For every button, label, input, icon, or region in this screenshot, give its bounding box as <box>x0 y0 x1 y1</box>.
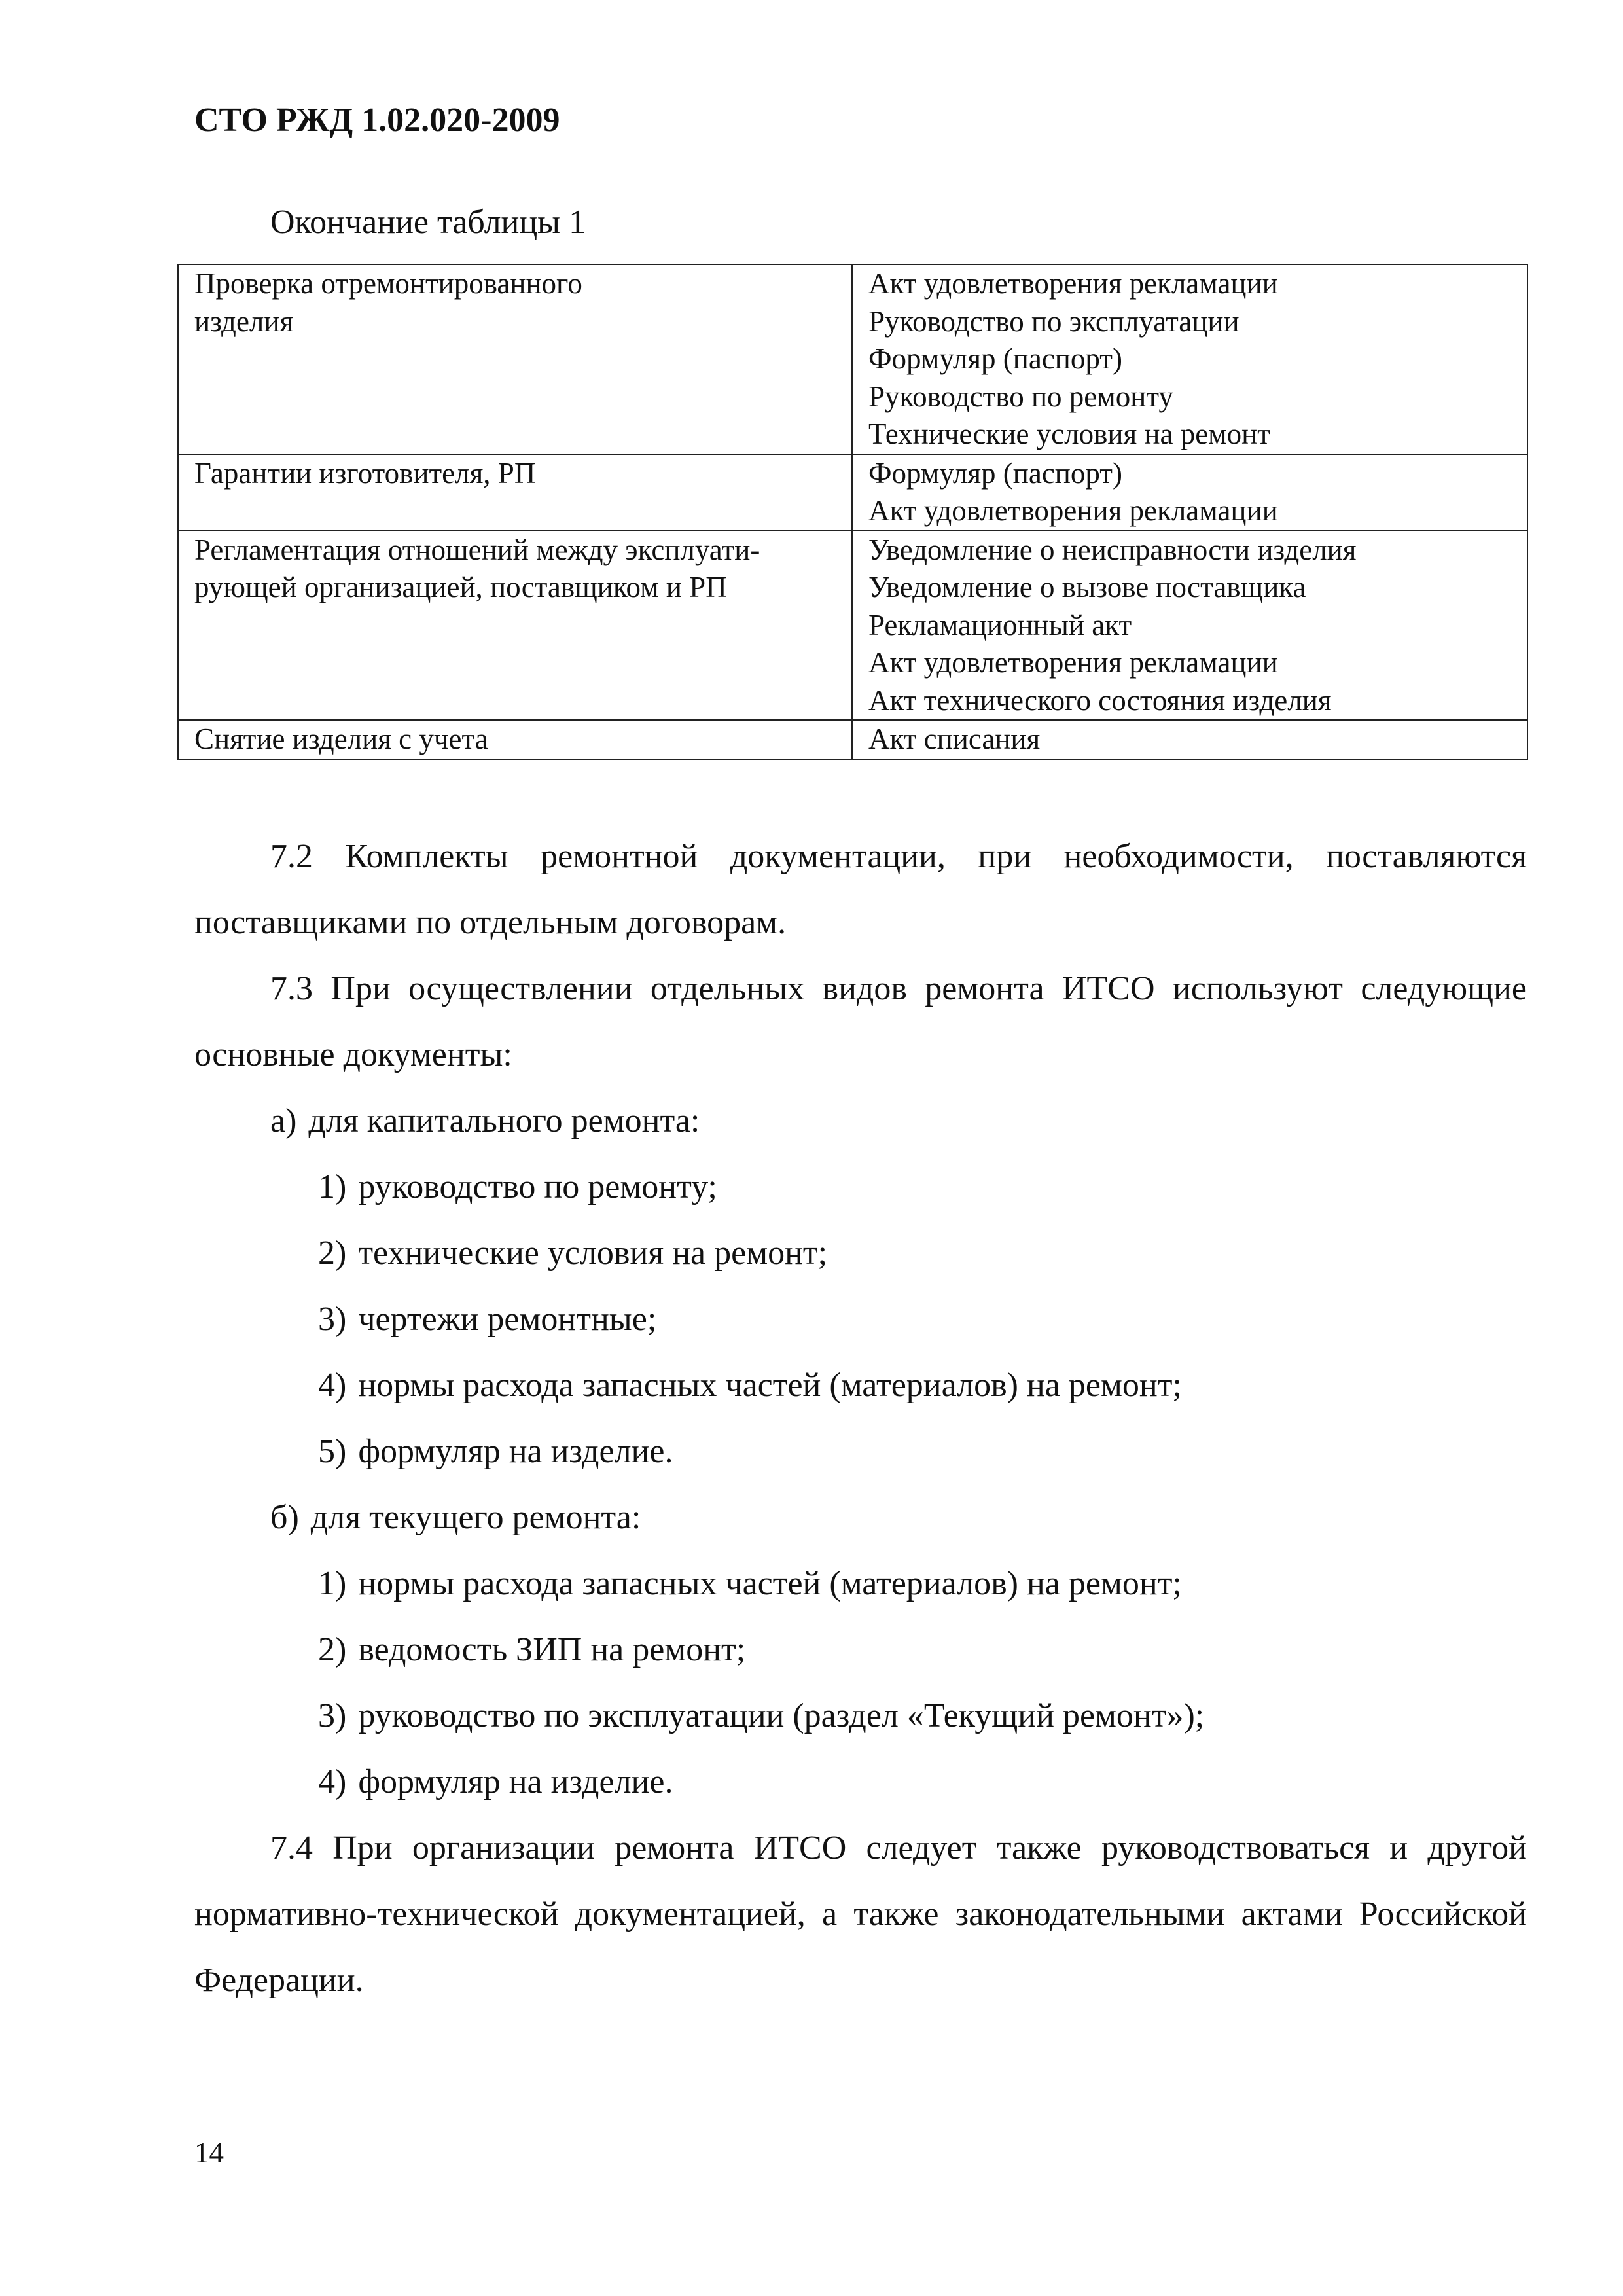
table-row <box>178 720 1527 759</box>
list-marker: 2) <box>318 1631 347 1668</box>
list-item-text: нормы расхода запасных частей (материалов) на ремонт; <box>358 1367 1182 1404</box>
list-item-text: ведомость ЗИП на ремонт; <box>358 1631 746 1668</box>
list-marker: б) <box>270 1499 299 1536</box>
table-cell-activity <box>178 531 852 721</box>
cell-line: Руководство по ремонту <box>868 380 1173 413</box>
list-item-text: руководство по эксплуатации (раздел «Текущий ремонт»); <box>358 1697 1205 1734</box>
cell-line: Акт технического состояния изделия <box>868 683 1332 717</box>
list-marker: 1) <box>318 1565 347 1602</box>
cell-line: Акт списания <box>868 723 1041 755</box>
list-marker: 2) <box>318 1234 347 1272</box>
list-item-capital-repair <box>194 1088 1527 1154</box>
table-cell-activity <box>178 720 852 759</box>
cell-line: Акт удовлетворения рекламации <box>868 646 1278 679</box>
table-cell-documents <box>852 264 1527 454</box>
cell-line: Акт удовлетворения рекламации <box>868 267 1278 300</box>
cell-line: рующей организацией, поставщиком и РП <box>194 571 727 603</box>
list-item-text: для текущего ремонта: <box>310 1499 641 1536</box>
list-marker: 1) <box>318 1168 347 1206</box>
cell-line: Руководство по эксплуатации <box>868 304 1240 338</box>
list-marker: 5) <box>318 1433 347 1470</box>
list-marker: 3) <box>318 1697 347 1734</box>
list-item <box>194 1286 1527 1352</box>
table-row <box>178 264 1527 454</box>
list-item <box>194 1749 1527 1815</box>
cell-line: изделия <box>194 304 294 338</box>
table-cell-activity <box>178 454 852 531</box>
list-item-text: нормы расхода запасных частей (материалов) на ремонт; <box>358 1565 1182 1602</box>
page-number: 14 <box>194 2136 224 2169</box>
cell-line: Формуляр (паспорт) <box>868 342 1122 375</box>
list-marker: а) <box>270 1102 297 1139</box>
cell-line: Акт удовлетворения рекламации <box>868 494 1278 527</box>
paragraph-7-2: 7.2 Комплекты ремонтной документации, при необходимости, поставляются поставщиками по отдельным договорам. <box>194 838 1527 941</box>
table-row <box>178 531 1527 721</box>
body-text <box>194 823 1527 2013</box>
list-item-text: формуляр на изделие. <box>358 1763 673 1801</box>
cell-line: Регламентация отношений между эксплуати- <box>194 533 760 566</box>
list-item-text: для капитального ремонта: <box>308 1102 700 1139</box>
list-item <box>194 1617 1527 1683</box>
documents-table <box>177 264 1528 760</box>
cell-line: Снятие изделия с учета <box>194 723 488 755</box>
list-item <box>194 1683 1527 1749</box>
table-caption: Окончание таблицы 1 <box>270 204 586 241</box>
list-marker: 4) <box>318 1763 347 1801</box>
list-item <box>194 1220 1527 1286</box>
cell-line: Формуляр (паспорт) <box>868 456 1122 490</box>
table-cell-documents <box>852 531 1527 721</box>
list-item-text: чертежи ремонтные; <box>358 1300 657 1338</box>
table-row <box>178 454 1527 531</box>
paragraph-7-4: 7.4 При организации ремонта ИТСО следует также руководствоваться и другой нормативно-технической документацией, а также законодательными актами Российской Федерации. <box>194 1829 1527 1999</box>
list-item <box>194 1154 1527 1220</box>
cell-line: Рекламационный акт <box>868 608 1132 641</box>
list-marker: 4) <box>318 1367 347 1404</box>
cell-line: Уведомление о неисправности изделия <box>868 533 1357 566</box>
table-cell-activity <box>178 264 852 454</box>
list-item <box>194 1418 1527 1484</box>
list-item-text: технические условия на ремонт; <box>358 1234 828 1272</box>
cell-line: Гарантии изготовителя, РП <box>194 456 536 490</box>
list-item <box>194 1551 1527 1617</box>
list-item-current-repair <box>194 1484 1527 1551</box>
cell-line: Технические условия на ремонт <box>868 418 1270 450</box>
list-item <box>194 1352 1527 1418</box>
list-item-text: руководство по ремонту; <box>358 1168 717 1206</box>
list-item-text: формуляр на изделие. <box>358 1433 673 1470</box>
document-code-header: СТО РЖД 1.02.020-2009 <box>194 101 560 139</box>
table-cell-documents <box>852 454 1527 531</box>
cell-line: Проверка отремонтированного <box>194 267 582 300</box>
table-cell-documents <box>852 720 1527 759</box>
list-marker: 3) <box>318 1300 347 1338</box>
cell-line: Уведомление о вызове поставщика <box>868 571 1306 603</box>
paragraph-7-3: 7.3 При осуществлении отдельных видов ремонта ИТСО используют следующие основные документы: <box>194 970 1527 1073</box>
